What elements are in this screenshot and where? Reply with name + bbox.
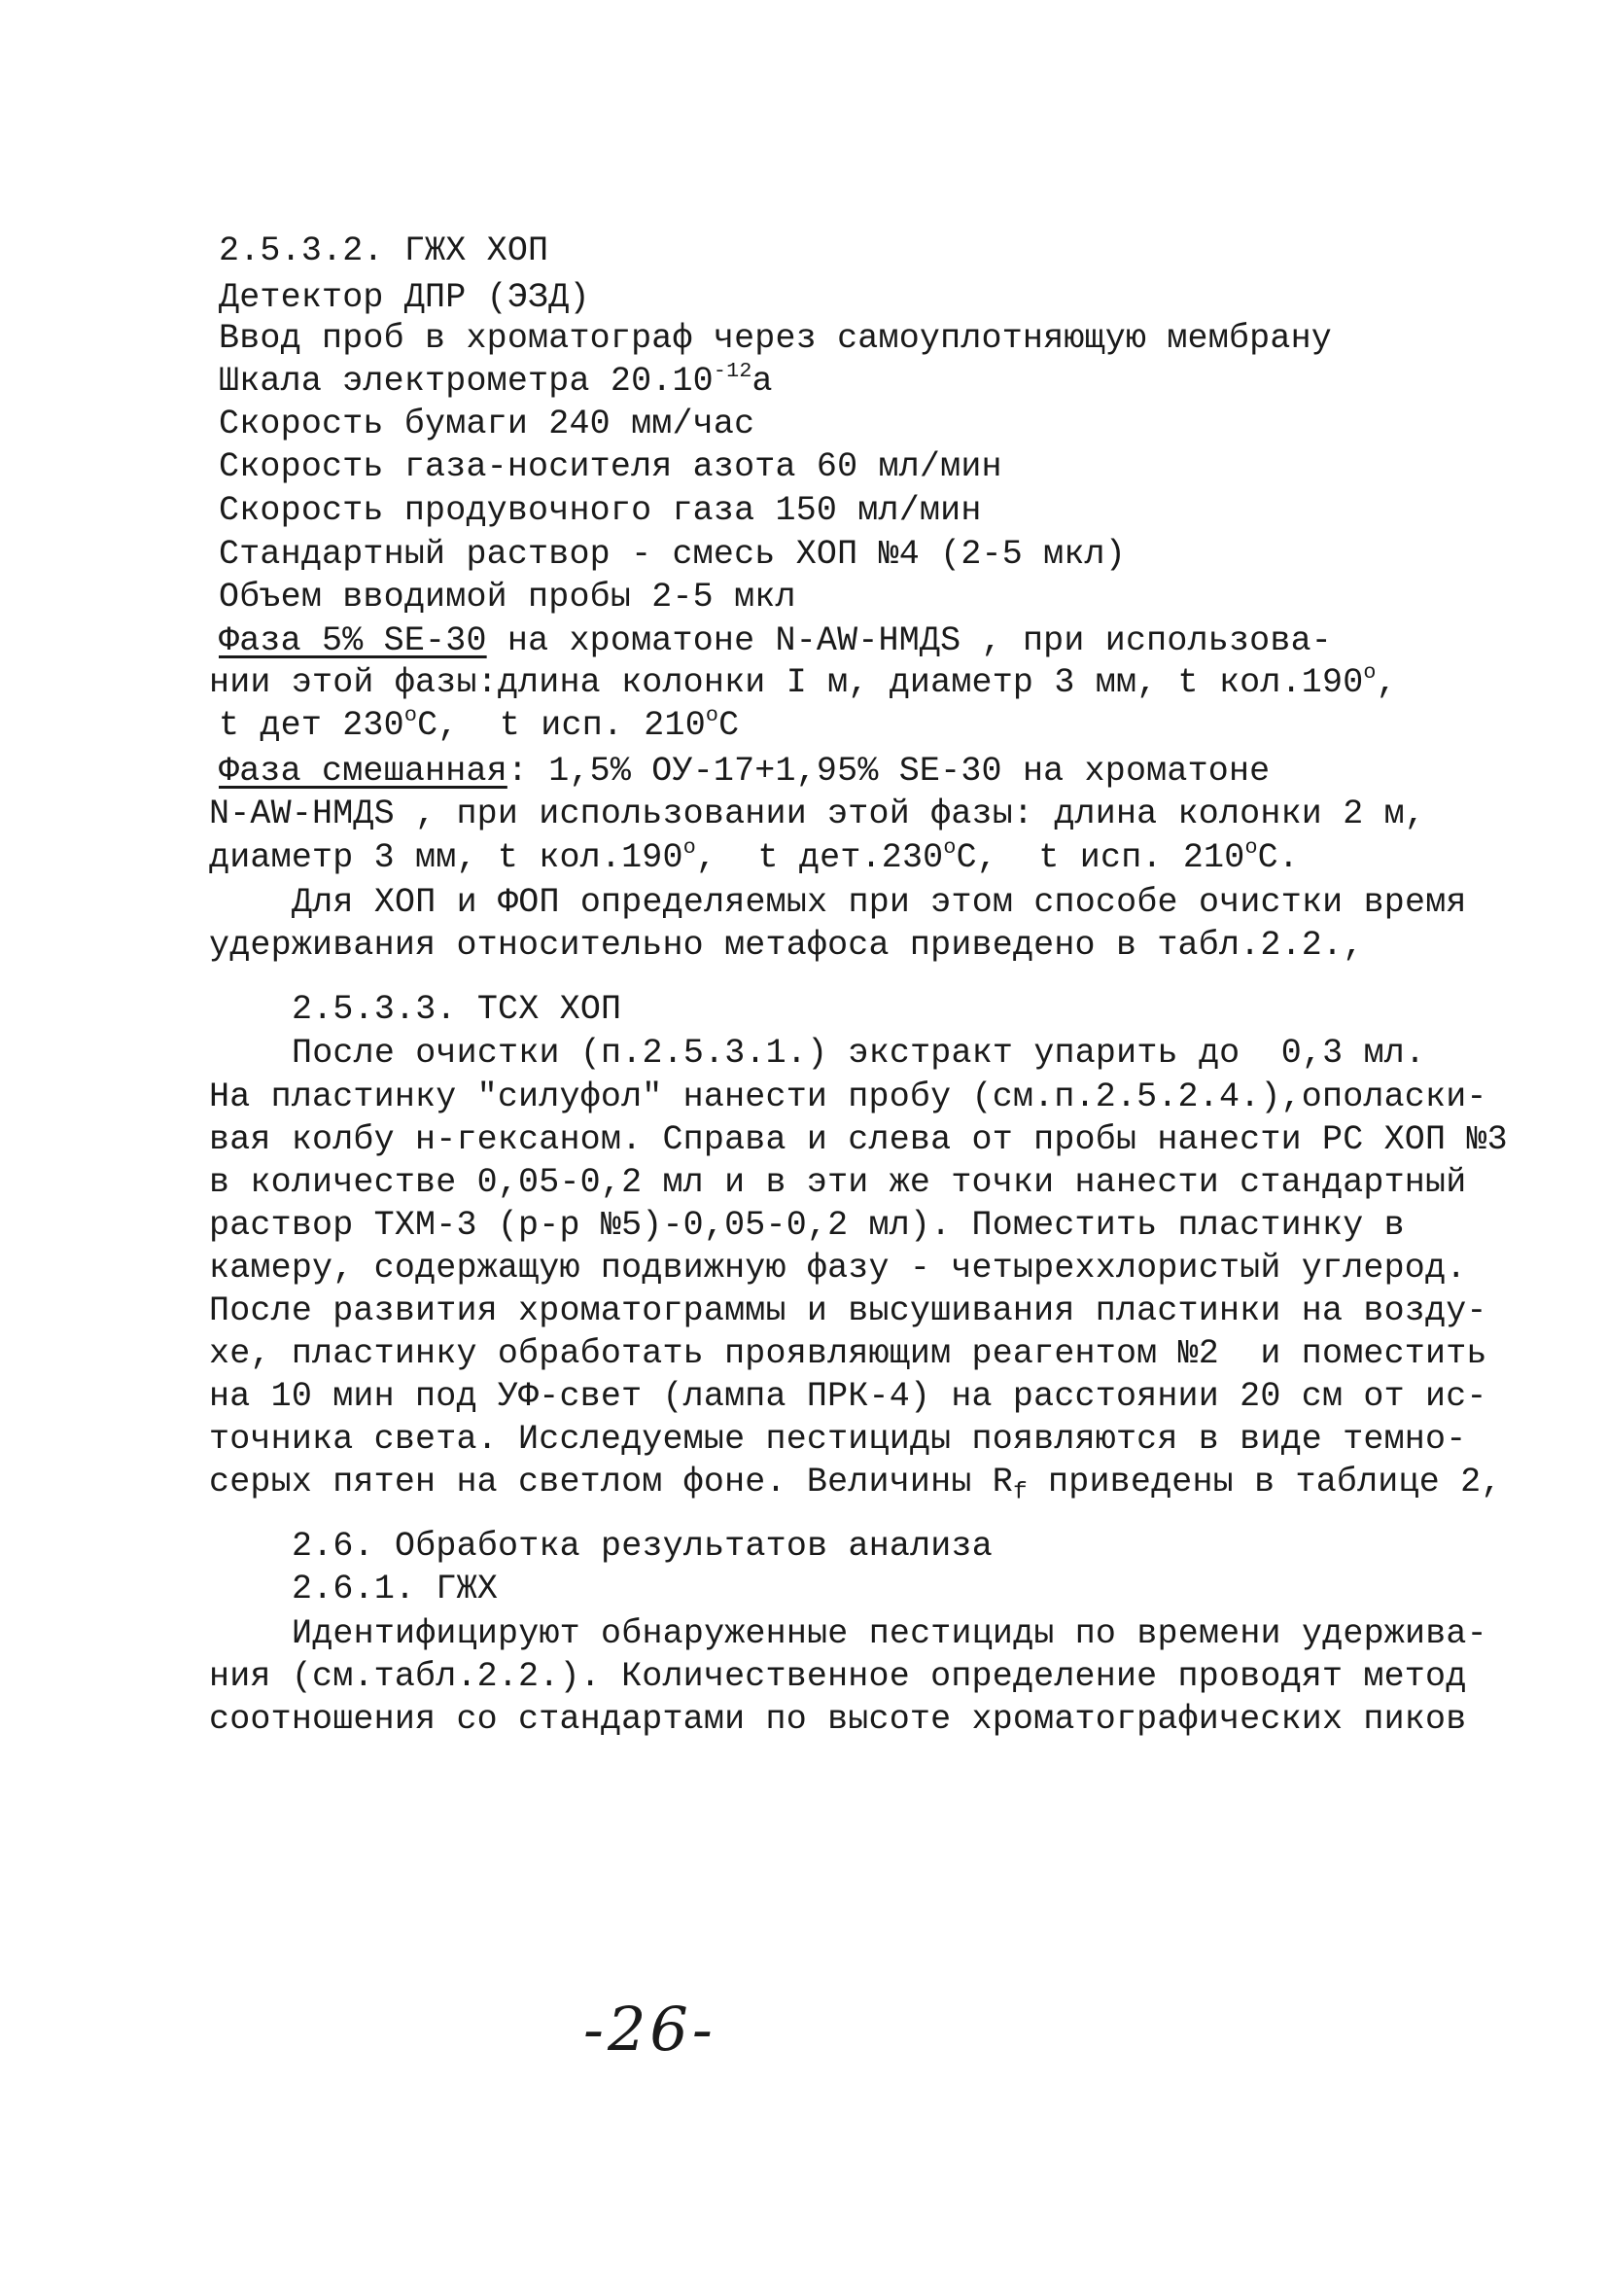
text-line: серых пятен на светлом фоне. Величины $R_f$ приведены в таблице 2, [209,1463,1502,1506]
text-line: нии этой фазы:длина колонки I м, диаметр 3 мм, t кол.190$^o$, [209,659,1397,702]
text-line: Ввод проб в хроматограф через самоуплотняющую мембрану [219,319,1332,358]
text-line: Скорость бумаги 240 мм/час [219,405,755,443]
section-heading-2-6: 2.6. Обработка результатов анализа [292,1527,993,1566]
section-heading-2-6-1: 2.6.1. ГЖХ [292,1570,499,1608]
text-line: Объем вводимой пробы 2-5 мкл [219,578,796,617]
text-line: ния (см.табл.2.2.). Количественное определение проводят метод [209,1657,1467,1696]
text-line: диаметр 3 мм, t кол.190$^o$, t дет.230$^o$C, t исп. 210$^o$C. [209,834,1300,877]
text-line: После развития хроматограммы и высушивания пластинки на возду- [209,1291,1487,1330]
text-line: точника света. Исследуемые пестициды появляются в виде темно- [209,1420,1467,1459]
section-heading-2-5-3-2: 2.5.3.2. ГЖХ ХОП [219,231,549,270]
text-line: камеру, содержащую подвижную фазу - четыреххлористый углерод. [209,1249,1467,1288]
text-line: на 10 мин под УФ-свет (лампа ПРК-4) на расстоянии 20 см от ис- [209,1377,1487,1416]
text-line: раствор ТХМ-3 (р-р №5)-0,05-0,2 мл). Поместить пластинку в [209,1206,1405,1245]
text-line: N-AW-НМДS , при использовании этой фазы: длина колонки 2 м, [209,795,1426,833]
text-line: Детектор ДПР (ЭЗД) [219,278,590,317]
page-number: -26- [583,1994,716,2065]
text-line: хе, пластинку обработать проявляющим реагентом №2 и поместить [209,1334,1487,1373]
text-line: в количестве 0,05-0,2 мл и в эти же точки нанести стандартный [209,1163,1467,1202]
text-line: Скорость продувочного газа 150 мл/мин [219,491,982,530]
text-line: вая колбу н-гексаном. Справа и слева от пробы нанести РС ХОП №3 [209,1120,1508,1159]
text-line: Скорость газа-носителя азота 60 мл/мин [219,447,1002,486]
text-line: удерживания относительно метафоса приведено в табл.2.2., [209,926,1364,965]
text-line: После очистки (п.2.5.3.1.) экстракт упарить до 0,3 мл. [292,1034,1426,1073]
text-line: соотношения со стандартами по высоте хроматографических пиков [209,1700,1467,1739]
text-line: На пластинку "силуфол" нанести пробу (см.п.2.5.2.4.),ополаски- [209,1077,1487,1116]
text-line: Шкала электрометра $20.10^{-12}а$ [219,358,773,401]
text-line: Идентифицируют обнаруженные пестициды по времени удержива- [292,1614,1487,1653]
section-heading-2-5-3-3: 2.5.3.3. ТСХ ХОП [292,990,622,1029]
text-line: Для ХОП и ФОП определяемых при этом способе очистки время [292,883,1467,922]
text-line: Стандартный раствор - смесь ХОП №4 (2-5 мкл) [219,535,1126,574]
text-line: t дет 230$^o$C, t исп. 210$^o$C [219,702,740,745]
text-line: Фаза смешанная: 1,5% ОУ-17+1,95% SE-30 на хроматоне [219,752,1271,791]
text-line: Фаза 5% SE-30 на хроматоне N-AW-НМДS , при использова- [219,621,1332,660]
